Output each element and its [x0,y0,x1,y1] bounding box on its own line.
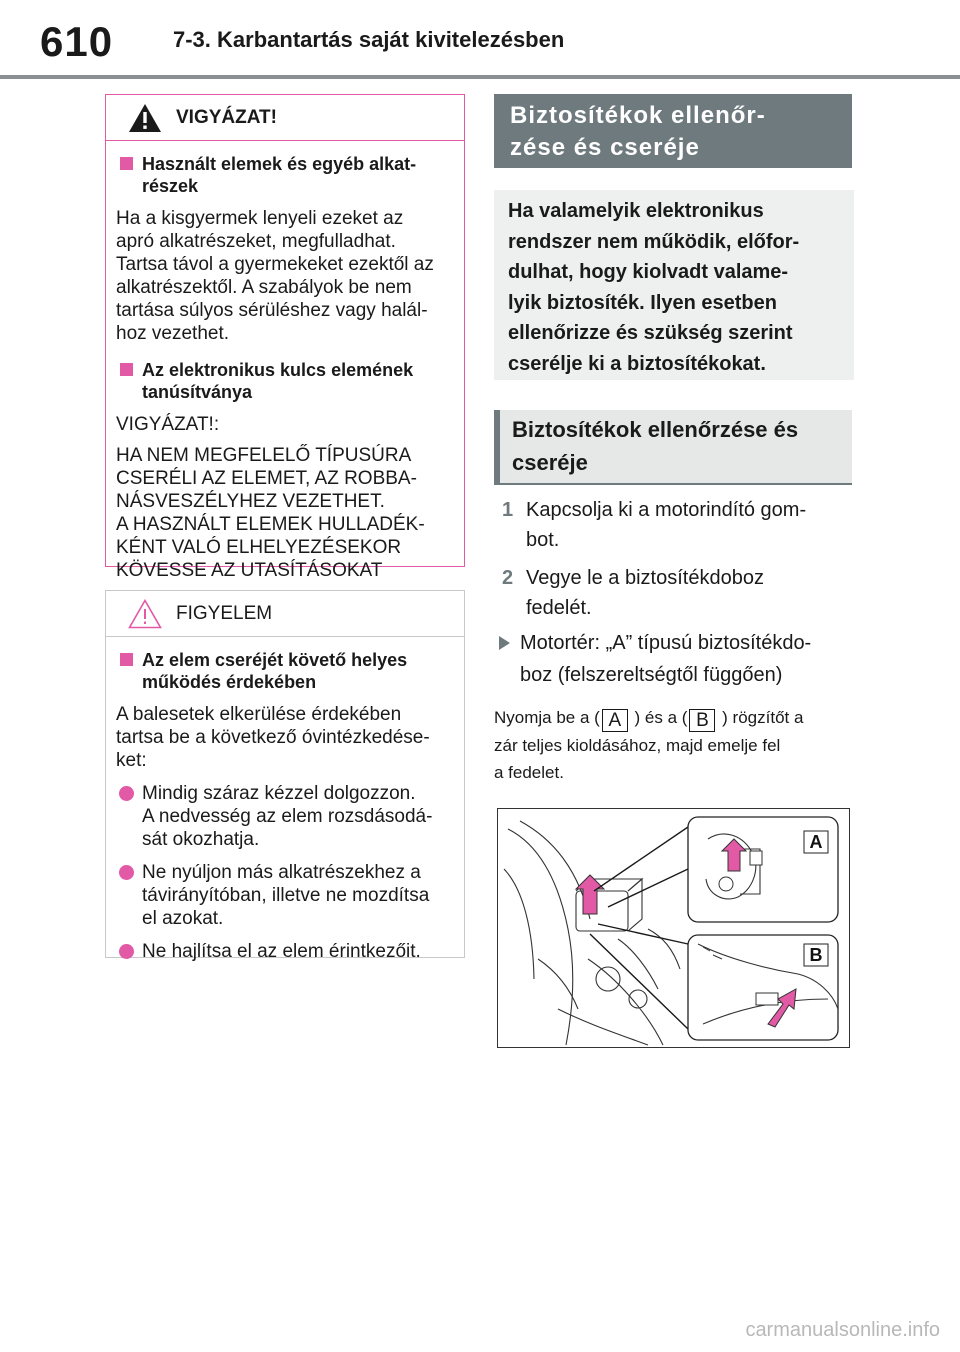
step-number: 1 [502,499,514,521]
warning-box [105,94,465,581]
notice-box-header [106,591,464,637]
paragraph: Ha a kisgyermek lenyeli ezeket az apró alkatrészeket, megfulladhat. Tartsa távol a gyermekeket ezektől az alkatrészektől. A szabályok be nem tartása súlyos sérüléshez vagy halál- hoz vezethet. [116,208,434,344]
caution-triangle-icon [128,599,162,629]
watermark: carmanualsonline.info [745,1319,940,1341]
square-bullet-icon [120,363,133,376]
page-number: 610 [40,18,114,65]
summary-box: Ha valamelyik elektronikus rendszer nem működik, előfor- dulhat, hogy kiolvadt valame- lyik biztosíték. Ilyen esetben ellenőrizze és szükség szerint cserélje ki a biztosítékokat. [494,190,854,380]
inset-a-label: A [809,832,823,852]
circle-bullet-icon [119,786,134,801]
chapter-title: 7-3. Karbantartás saját kivitelezésben [173,27,565,52]
triangle-bullet-icon [499,636,510,650]
section-heading: Az elektronikus kulcs elemének tanúsítványa [116,359,452,403]
engine-bay-illustration [498,809,849,1047]
square-bullet-icon [120,157,133,170]
instruction-text: Nyomja be a ( A ) és a ( B ) rögzítőt a zár teljes kioldásához, majd emelje fel a fedelet. [494,708,804,782]
notice-box [105,590,465,962]
caps-warning: HA NEM MEGFELELŐ TÍPUSÚRA CSERÉLI AZ ELEMET, AZ ROBBA- NÁSVESZÉLYHEZ VEZETHET. A HASZNÁLT ELEMEK HULLADÉK- KÉNT VALÓ ELHELYEZÉSEKOR KÖVESSE AZ UTASÍTÁSOKAT [116,445,425,581]
subsection-title: Biztosítékok ellenőrzése és cseréje [494,410,852,485]
list-item: Mindig száraz kézzel dolgozzon. A nedvesség az elem rozsdásodá- sát okozhatja. [116,782,452,851]
page-header [0,0,960,80]
label-b: B [689,709,715,732]
notice-title: FIGYELEM [176,603,273,624]
section-heading: Az elem cseréjét követő helyes működés érdekében [116,649,452,693]
paragraph: A balesetek elkerülése érdekében tartsa be a következő óvintézkedése- ket: [116,704,430,771]
circle-bullet-icon [119,865,134,880]
list-item: Ne nyúljon más alkatrészekhez a távirányítóban, illetve ne mozdítsa el azokat. [116,861,452,930]
circle-bullet-icon [119,944,134,959]
warning-title: VIGYÁZAT! [176,107,277,128]
label-a: A [602,709,628,732]
fuse-box-figure [497,808,850,1048]
list-item: Ne hajlítsa el az elem érintkezőit. [116,940,452,963]
warning-box-header [106,95,464,141]
warning-triangle-icon [128,103,162,133]
warning-label-text: VIGYÁZAT!: [116,414,220,435]
section-heading: Használt elemek és egyéb alkat- részek [116,153,452,197]
inset-b [688,935,838,1040]
inset-b-label: B [809,945,823,965]
step-number: 2 [502,567,514,589]
square-bullet-icon [120,653,133,666]
inset-a [688,817,838,922]
section-title: Biztosítékok ellenőr- zése és cseréje [494,94,852,168]
header-divider [0,75,960,79]
